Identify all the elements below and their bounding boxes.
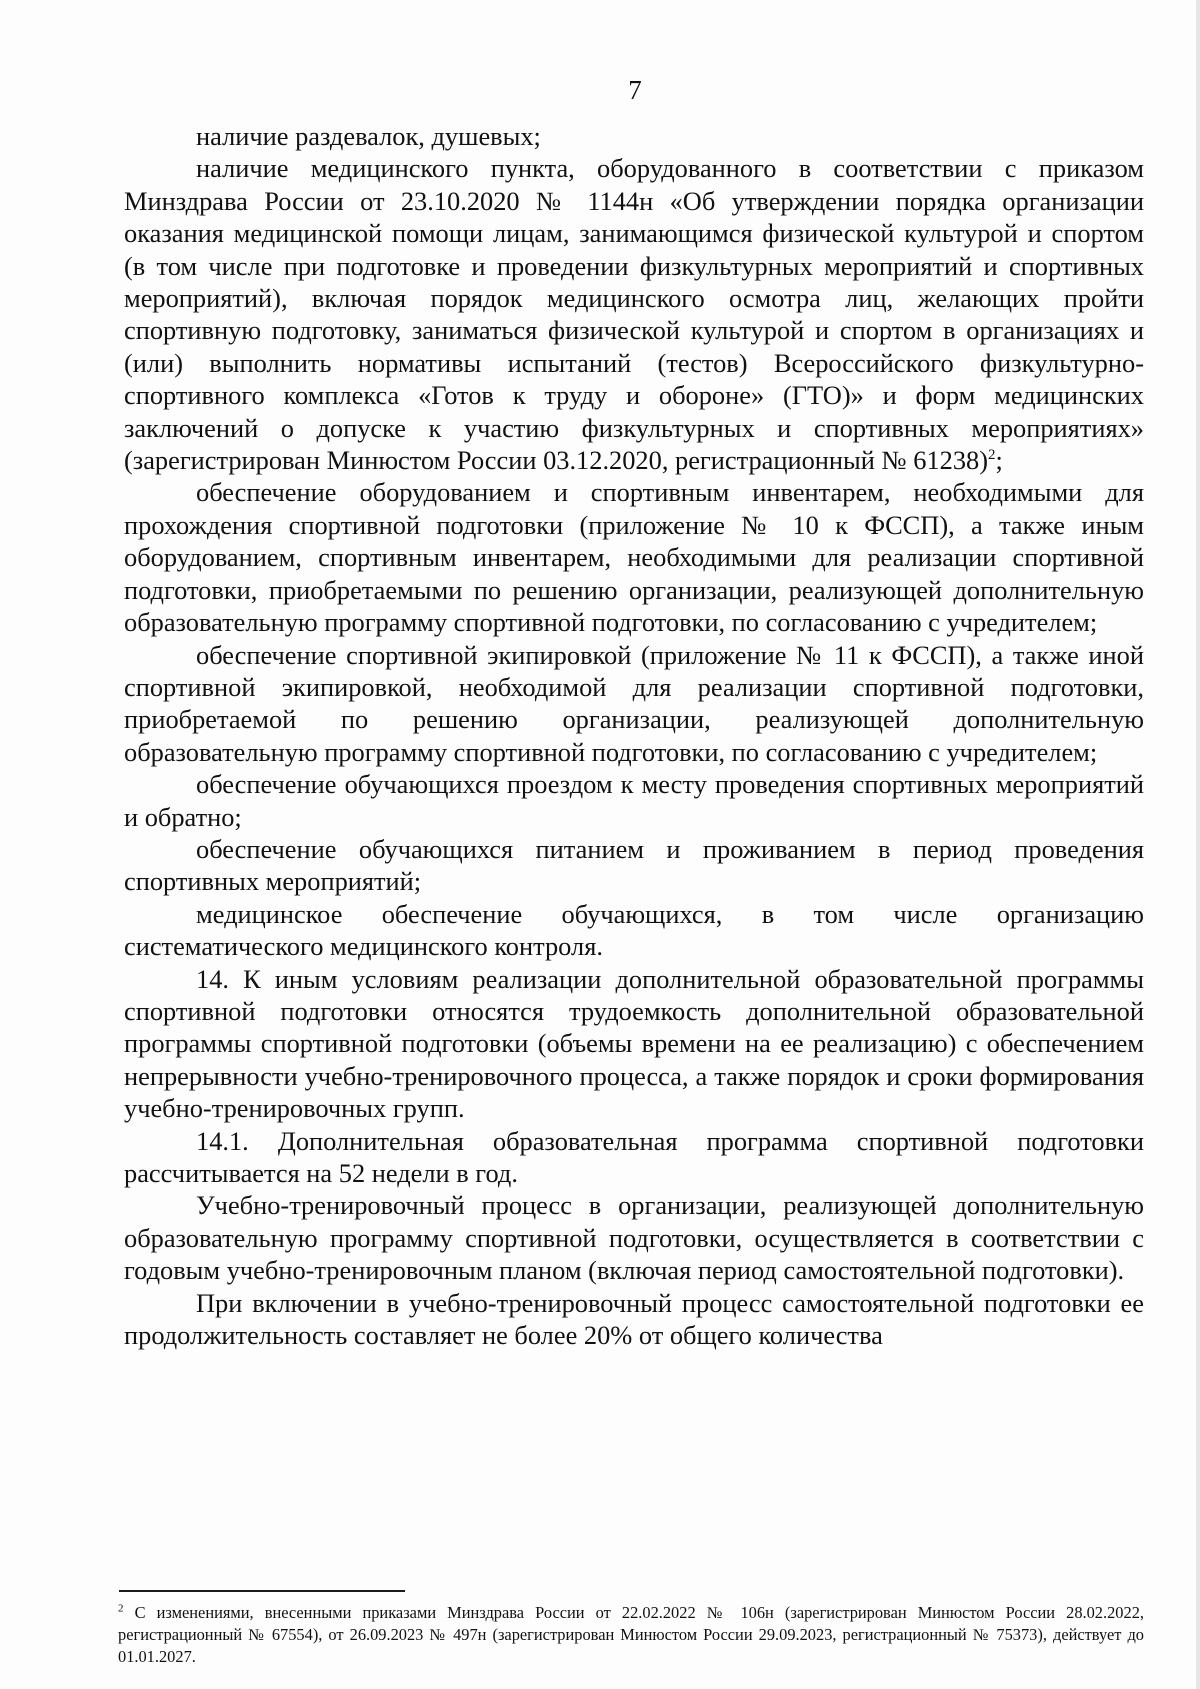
page-number: 7 — [628, 75, 642, 105]
paragraph-travel: обеспечение обучающихся проездом к месту проведения спортивных мероприятий и обратно; — [124, 769, 1144, 832]
footnote — [118, 1602, 1144, 1668]
paragraph-annual-plan: Учебно-тренировочный процесс в организации, реализующей дополнительную образовательную программу спортивной подготовки, осуществляется в соответствии с годовым учебно-тренировочным планом (включая период самостоятельной подготовки). — [124, 1190, 1144, 1286]
paragraph-medical-point-end: ; — [995, 445, 1003, 476]
footnote-text: С изменениями, внесенными приказами Минздрава России от 22.02.2022 № 106н (зарегистрирован Минюстом России 28.02.2022, регистрационный № 67554), от 26.09.2023 № 497н (зарегистрирован Минюстом России 29.09.2023, регистрационный № 75373), действует до 01.01.2027. — [118, 1603, 1144, 1666]
paragraph-meals-accommodation: обеспечение обучающихся питанием и проживанием в период проведения спортивных мероприятий; — [124, 833, 1144, 897]
paragraph-equipment: обеспечение оборудованием и спортивным инвентарем, необходимыми для прохождения спортивной подготовки (приложение № 10 к ФССП), а также иным оборудованием, спортивным инвентарем, необходимыми для реализации спортивной подготовки, приобретаемыми по решению организации, реализующей дополнительную образовательную программу спортивной подготовки, по согласованию с учредителем; — [124, 477, 1144, 638]
paragraph-changing-rooms: наличие раздевалок, душевых; — [196, 121, 541, 151]
paragraph-section-14-1: 14.1. Дополнительная образовательная программа спортивной подготовки рассчитывается на 52 недели в год. — [124, 1125, 1144, 1188]
paragraph-section-14: 14. К иным условиям реализации дополнительной образовательной программы спортивной подготовки относятся трудоемкость дополнительной образовательной программы спортивной подготовки (объемы времени на ее реализацию) с обеспечением непрерывности учебно-тренировочного процесса, а также порядок и сроки формирования учебно-тренировочных групп. — [124, 963, 1144, 1124]
footnote-reference: 2 — [988, 447, 996, 464]
paragraph-medical-support: медицинское обеспечение обучающихся, в том числе организацию систематического медицинского контроля. — [124, 898, 1144, 962]
paragraph-medical-point-text: наличие медицинского пункта, оборудованного в соответствии с приказом Минздрава России от 23.10.2020 № 1144н «Об утверждении порядка организации оказания медицинской помощи лицам, занимающимся физической культурой и спортом (в том числе при подготовке и проведении физкультурных мероприятий и спортивных мероприятий), включая порядок медицинского осмотра лиц, желающих пройти спортивную подготовку, заниматься физической культурой и спортом в организациях и (или) выполнить нормативы испытаний (тестов) Всероссийского физкультурно-спортивного комплекса «Готов к труду и обороне» (ГТО)» и форм медицинских заключений о допуске к участию физкультурных и спортивных мероприятиях» (зарегистрирован Минюстом России 03.12.2020, регистрационный № 61238) — [124, 153, 1144, 476]
footnote-marker: 2 — [118, 1602, 124, 1615]
document-body — [124, 120, 1144, 1351]
paragraph-self-training: При включении в учебно-тренировочный процесс самостоятельной подготовки ее продолжительность составляет не более 20% от общего количества — [124, 1287, 1144, 1351]
paragraph-medical-point — [124, 152, 1144, 476]
footnote-divider — [119, 1590, 405, 1592]
paragraph-outfit: обеспечение спортивной экипировкой (приложение № 11 к ФССП), а также иной спортивной экипировкой, необходимой для реализации спортивной подготовки, приобретаемой по решению организации, реализующей дополнительную образовательную программу спортивной подготовки, по согласованию с учредителем; — [124, 639, 1144, 767]
page-edge — [1196, 0, 1200, 1689]
